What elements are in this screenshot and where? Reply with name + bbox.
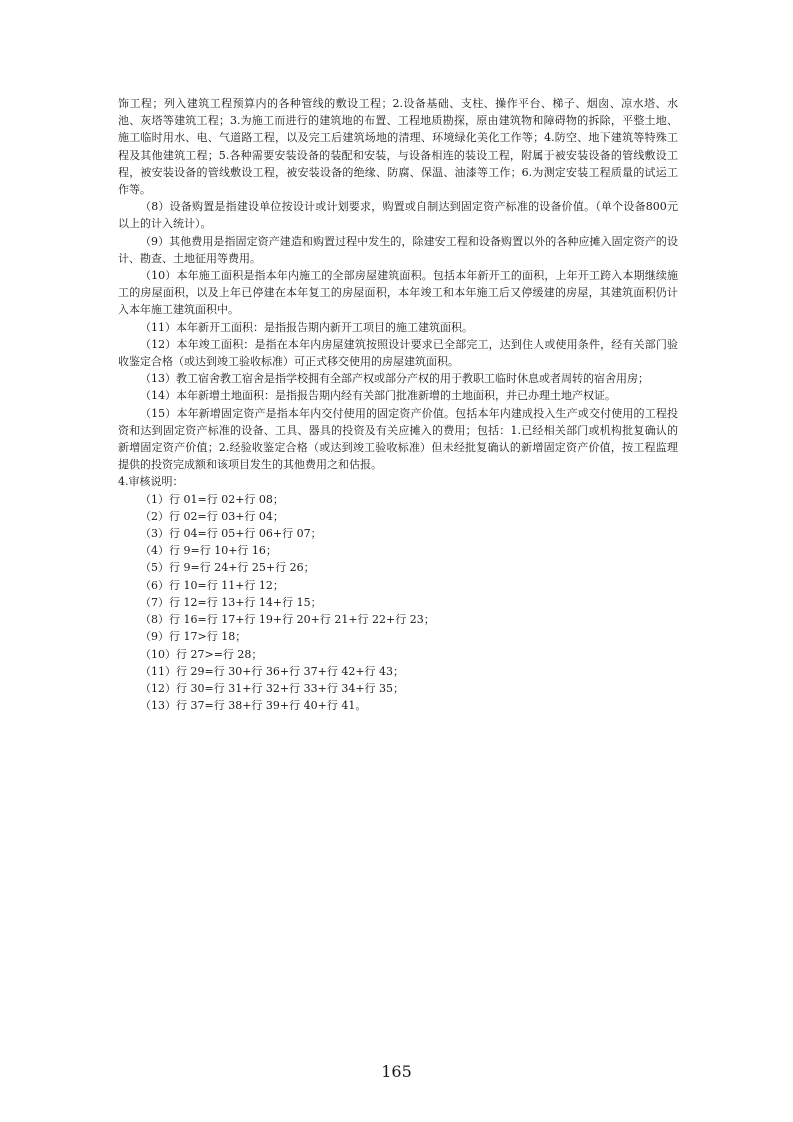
paragraph-list [118,95,678,473]
body-paragraph: 饰工程；列入建筑工程预算内的各种管线的敷设工程；2.设备基础、支柱、操作平台、梯子、烟囱、凉水塔、水池、灰塔等建筑工程；3.为施工而进行的建筑地的布置、工程地质勘探，原由建筑物和障碍物的拆除，平整土地、施工临时用水、电、气道路工程，以及完工后建筑场地的清理、环境绿化美化工作等；4.防空、地下建筑等特殊工程及其他建筑工程；5.各种需要安装设备的装配和安装，与设备相连的装设工程，附属于被安装设备的管线敷设工程，被安装设备的管线敷设工程，被安装设备的绝缘、防腐、保温、油漆等工作；6.为测定安装工程质量的试运工作等。 [118,97,678,197]
review-rule-item: （10）行 27>=行 28； [140,647,263,661]
review-rule-item: （12）行 30=行 31+行 32+行 33+行 34+行 35； [140,681,405,695]
review-rule-item: （5）行 9=行 24+行 25+行 26； [140,561,315,575]
page-number: 165 [381,1062,412,1081]
body-paragraph: （11）本年新开工面积：是指报告期内新开工项目的施工建筑面积。 [140,320,473,334]
body-paragraph: （12）本年竣工面积：是指在本年内房屋建筑按照设计要求已全部完工，达到住人或使用条件，经有关部门验收鉴定合格（或达到竣工验收标准）可正式移交使用的房屋建筑面积。 [118,337,678,369]
review-heading: 4.审核说明： [118,475,184,489]
review-rule-item: （6）行 10=行 11+行 12； [140,578,284,592]
body-paragraph: （8）设备购置是指建设单位按设计或计划要求，购置或自制达到固定资产标准的设备价值。（单个设备800元以上的计入统计）。 [118,200,678,231]
review-rule-item: （9）行 17>行 18； [140,630,247,644]
review-rule-item: （13）行 37=行 38+行 39+行 40+行 41。 [140,699,367,713]
review-rule-item: （3）行 04=行 05+行 06+行 07； [140,527,322,541]
review-rule-item: （11）行 29=行 30+行 36+行 37+行 42+行 43； [140,664,405,678]
review-rule-item: （2）行 02=行 03+行 04； [140,509,284,523]
body-paragraph: （10）本年施工面积是指本年内施工的全部房屋建筑面积。包括本年新开工的面积，上年开工跨入本期继续施工的房屋面积，以及上年已停建在本年复工的房屋面积，本年竣工和本年施工后又停缓建的房屋，其建筑面积仍计入本年施工建筑面积中。 [118,269,678,317]
review-rule-list [118,491,678,715]
review-rule-item: （4）行 9=行 10+行 16； [140,544,277,558]
page-body [118,95,678,714]
body-paragraph: （13）教工宿舍教工宿舍是指学校拥有全部产权或部分产权的用于教职工临时休息或者周转的宿舍用房； [140,372,649,386]
review-rule-item: （7）行 12=行 13+行 14+行 15； [140,595,322,609]
review-rule-item: （8）行 16=行 17+行 19+行 20+行 21+行 22+行 23； [140,613,435,627]
body-paragraph: （15）本年新增固定资产是指本年内交付使用的固定资产价值。包括本年内建成投入生产或交付使用的工程投资和达到固定资产标准的设备、工具、器具的投资及有关应摊入的费用；包括：1.已经相关部门或机构批复确认的新增固定资产价值；2.经验收鉴定合格（或达到竣工验收标准）但未经批复确认的新增固定资产价值，按工程监理提供的投资完成额和该项目发生的其他费用之和估报。 [118,406,678,472]
body-paragraph: （14）本年新增土地面积：是指报告期内经有关部门批准新增的土地面积，并已办理土地产权证。 [140,389,616,403]
body-paragraph: （9）其他费用是指固定资产建造和购置过程中发生的，除建安工程和设备购置以外的各种应摊入固定资产的设计、勘查、土地征用等费用。 [118,234,678,265]
review-rule-item: （1）行 01=行 02+行 08； [140,492,284,506]
